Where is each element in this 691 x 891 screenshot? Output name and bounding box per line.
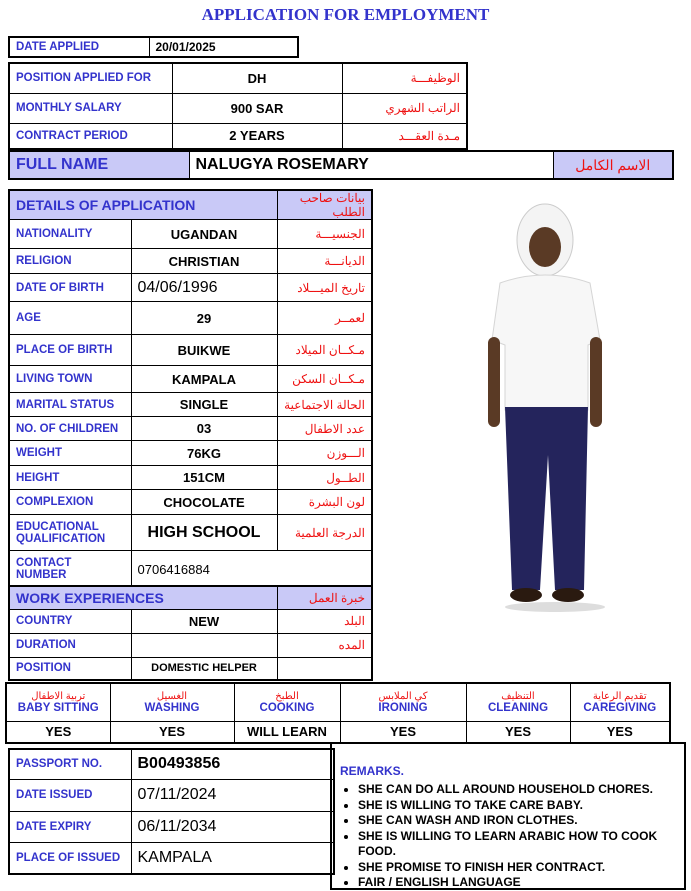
work-country-label: COUNTRY [9, 609, 131, 633]
full-name-value: NALUGYA ROSEMARY [189, 151, 553, 179]
height-ar: الطــول [277, 466, 372, 490]
age-label: AGE [9, 302, 131, 335]
skill-washing: الغسيل WASHING [110, 683, 234, 721]
work-duration-value [131, 633, 277, 657]
weight-label: WEIGHT [9, 441, 131, 466]
skill-caregiving-value: YES [570, 721, 670, 743]
complexion-ar: لون البشرة [277, 490, 372, 515]
nationality-label: NATIONALITY [9, 220, 131, 249]
job-table [8, 62, 468, 150]
remark-item: • SHE IS WILLING TO TAKE CARE BABY. [358, 798, 676, 814]
work-header: WORK EXPERIENCES [9, 586, 277, 609]
complexion-value: CHOCOLATE [131, 490, 277, 515]
height-label: HEIGHT [9, 466, 131, 490]
dob-value: 04/06/1996 [131, 274, 277, 302]
salary-ar: الراتب الشهري [342, 93, 467, 123]
skill-cleaning-value: YES [466, 721, 570, 743]
page-title: APPLICATION FOR EMPLOYMENT [201, 5, 490, 24]
skill-baby-sitting: تربية الاطفال BABY SITTING [6, 683, 110, 721]
religion-label: RELIGION [9, 249, 131, 274]
full-name-ar: الاسم الكامل [553, 151, 673, 179]
work-duration-ar: المده [277, 633, 372, 657]
height-value: 151CM [131, 466, 277, 490]
salary-value: 900 SAR [172, 93, 342, 123]
marital-label: MARITAL STATUS [9, 393, 131, 417]
remark-item: • SHE PROMISE TO FINISH HER CONTRACT. [358, 860, 676, 876]
education-label: EDUCATIONAL QUALIFICATION [9, 515, 131, 551]
work-duration-label: DURATION [9, 633, 131, 657]
passport-no-label: PASSPORT NO. [9, 749, 131, 779]
work-position-ar [277, 657, 372, 680]
position-ar: الوظيفـــة [342, 63, 467, 93]
remarks-title: REMARKS. [340, 764, 405, 778]
remark-item: • FAIR / ENGLISH LANGUAGE [358, 875, 676, 891]
marital-value: SINGLE [131, 393, 277, 417]
full-name-table [8, 150, 674, 180]
weight-value: 76KG [131, 441, 277, 466]
work-position-value: DOMESTIC HELPER [131, 657, 277, 680]
education-ar: الدرجة العلمية [277, 515, 372, 551]
remark-item: • SHE CAN WASH AND IRON CLOTHES. [358, 813, 676, 829]
weight-ar: الـــوزن [277, 441, 372, 466]
remark-item: • SHE IS WILLING TO LEARN ARABIC HOW TO COOK FOOD. [358, 829, 676, 860]
work-position-label: POSITION [9, 657, 131, 680]
skill-washing-value: YES [110, 721, 234, 743]
details-table [8, 189, 373, 590]
work-country-ar: البلد [277, 609, 372, 633]
skill-cooking-value: WILL LEARN [234, 721, 340, 743]
nationality-value: UGANDAN [131, 220, 277, 249]
date-issued-label: DATE ISSUED [9, 779, 131, 811]
date-applied-label: DATE APPLIED [9, 37, 149, 57]
place-issued-label: PLACE OF ISSUED [9, 842, 131, 874]
date-applied-value: 20/01/2025 [149, 37, 298, 57]
dob-label: DATE OF BIRTH [9, 274, 131, 302]
birthplace-label: PLACE OF BIRTH [9, 335, 131, 366]
contact-value: 0706416884 [131, 551, 372, 589]
remark-item: • SHE CAN DO ALL AROUND HOUSEHOLD CHORES. [358, 782, 676, 798]
skill-cooking: الطبخ COOKING [234, 683, 340, 721]
contract-ar: مـدة العقـــد [342, 123, 467, 149]
contact-label: CONTACT NUMBER [9, 551, 131, 589]
skills-table [5, 682, 671, 744]
birthplace-value: BUIKWE [131, 335, 277, 366]
living-town-value: KAMPALA [131, 366, 277, 393]
skill-ironing-value: YES [340, 721, 466, 743]
applicant-photo [460, 195, 650, 615]
birthplace-ar: مـكــان الميلاد [277, 335, 372, 366]
remarks-list [340, 782, 676, 891]
skill-baby-sitting-value: YES [6, 721, 110, 743]
date-issued-value: 07/11/2024 [131, 779, 334, 811]
salary-label: MONTHLY SALARY [9, 93, 172, 123]
position-label: POSITION APPLIED FOR [9, 63, 172, 93]
children-ar: عدد الاطفال [277, 417, 372, 441]
details-header-ar: بيانات صاحب الطلب [277, 190, 372, 220]
contract-value: 2 YEARS [172, 123, 342, 149]
age-ar: لعمــر [277, 302, 372, 335]
date-applied-table [8, 36, 299, 58]
marital-ar: الحالة الاجتماعية [277, 393, 372, 417]
living-town-label: LIVING TOWN [9, 366, 131, 393]
work-table [8, 585, 373, 681]
date-expiry-label: DATE EXPIRY [9, 811, 131, 842]
education-value: HIGH SCHOOL [131, 515, 277, 551]
passport-table [8, 748, 335, 875]
position-value: DH [172, 63, 342, 93]
dob-ar: تاريخ الميـــلاد [277, 274, 372, 302]
full-name-label: FULL NAME [9, 151, 189, 179]
religion-value: CHRISTIAN [131, 249, 277, 274]
work-country-value: NEW [131, 609, 277, 633]
complexion-label: COMPLEXION [9, 490, 131, 515]
living-town-ar: مـكــان السكن [277, 366, 372, 393]
place-issued-value: KAMPALA [131, 842, 334, 874]
religion-ar: الديانـــة [277, 249, 372, 274]
children-value: 03 [131, 417, 277, 441]
skill-caregiving: تقديم الرعاية CAREGIVING [570, 683, 670, 721]
children-label: NO. OF CHILDREN [9, 417, 131, 441]
passport-no-value: B00493856 [131, 749, 334, 779]
date-expiry-value: 06/11/2034 [131, 811, 334, 842]
remarks-box [330, 742, 686, 890]
work-header-ar: خبرة العمل [277, 586, 372, 609]
skill-ironing: كي الملابس IRONING [340, 683, 466, 721]
contract-label: CONTRACT PERIOD [9, 123, 172, 149]
skill-cleaning: التنظيف CLEANING [466, 683, 570, 721]
nationality-ar: الجنسيـــة [277, 220, 372, 249]
age-value: 29 [131, 302, 277, 335]
details-header: DETAILS OF APPLICATION [9, 190, 277, 220]
